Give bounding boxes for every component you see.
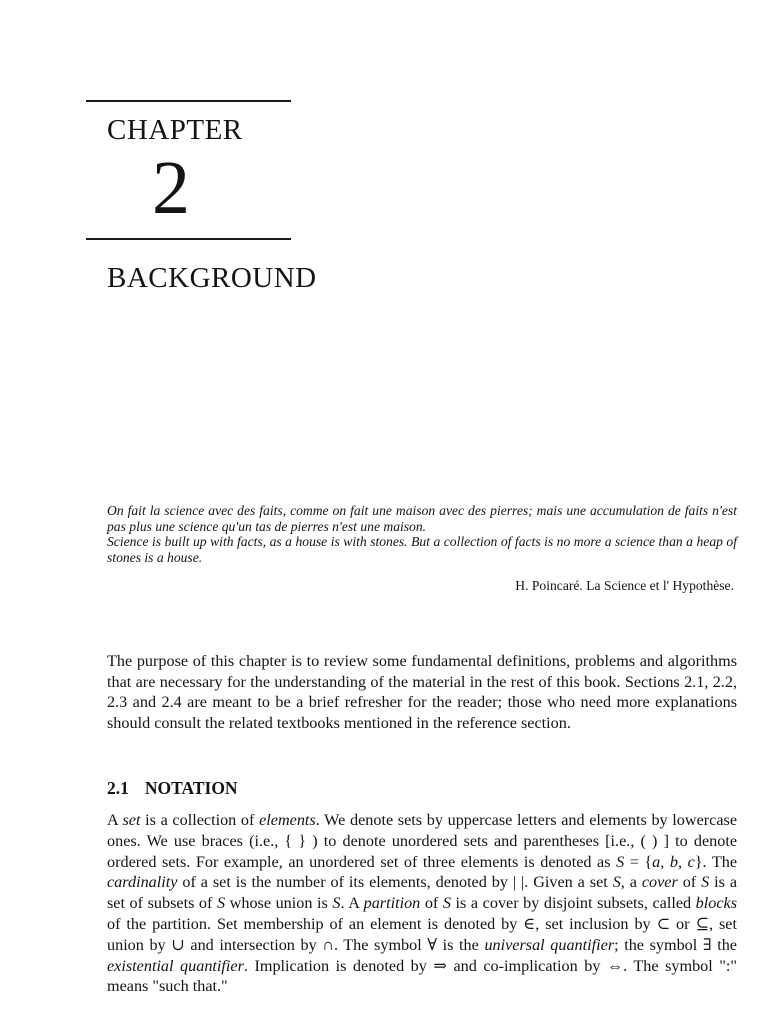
section-number: 2.1 xyxy=(107,778,129,798)
chapter-number: 2 xyxy=(152,146,190,230)
epigraph xyxy=(107,503,737,565)
term-partition: partition xyxy=(363,894,421,913)
notation-paragraph: A set is a collection of elements. We denote sets by uppercase letters and elements by lowercase ones. We use braces (i.e., { } ) to denote unordered sets and parentheses [i.e., ( ) ] to denote ordered sets. For example, an unordered set of three elements is denoted as S = {a, b, c}. The cardinality of a set is the number of its elements, denoted by | |. Given a set S, a cover of S is a set of subsets of S whose union is S. A partition of S is a cover by disjoint subsets, called blocks of the partition. Set membership of an element is denoted by ∈, set inclusion by ⊂ or ⊆, set union by ∪ and intersection by ∩. The symbol ∀ is the universal quantifier; the symbol ∃ the existential quantifier. Implication is denoted by ⇒ and co-implication by ⇔. The symbol ":" means "such that." xyxy=(107,811,738,996)
term-elements: elements xyxy=(259,811,316,829)
term-cardinality: cardinality xyxy=(107,873,178,892)
term-blocks: blocks xyxy=(695,894,738,913)
section-heading xyxy=(107,776,238,800)
chapter-title: BACKGROUND xyxy=(107,262,317,294)
chapter-rule-top xyxy=(86,100,291,102)
chapter-label: CHAPTER xyxy=(107,114,243,146)
chapter-rule-bottom xyxy=(86,238,291,240)
term-set: set xyxy=(122,811,141,829)
epigraph-french: On fait la science avec des faits, comme on fait une maison avec des pierres; mais une accumulation de faits n'est pas plus une science qu'un tas de pierres n'est une maison. xyxy=(107,503,737,534)
intro-paragraph: The purpose of this chapter is to review some fundamental definitions, problems and algorithms that are necessary for the understanding of the material in the rest of this book. Sections 2.1, 2.2, 2.3 and 2.4 are meant to be a brief refresher for the reader; those who need more explanations should consult the related textbooks mentioned in the reference section. xyxy=(107,652,737,732)
epigraph-attribution: H. Poincaré. La Science et l' Hypothèse. xyxy=(515,578,734,593)
section-title: NOTATION xyxy=(144,778,238,798)
epigraph-english: Science is built up with facts, as a house is with stones. But a collection of facts is no more a science than a heap of stones is a house. xyxy=(107,534,737,565)
term-cover: cover xyxy=(641,873,678,892)
term-existential-quantifier: existential quantifier xyxy=(107,956,244,975)
term-universal-quantifier: universal quantifier xyxy=(484,935,615,954)
